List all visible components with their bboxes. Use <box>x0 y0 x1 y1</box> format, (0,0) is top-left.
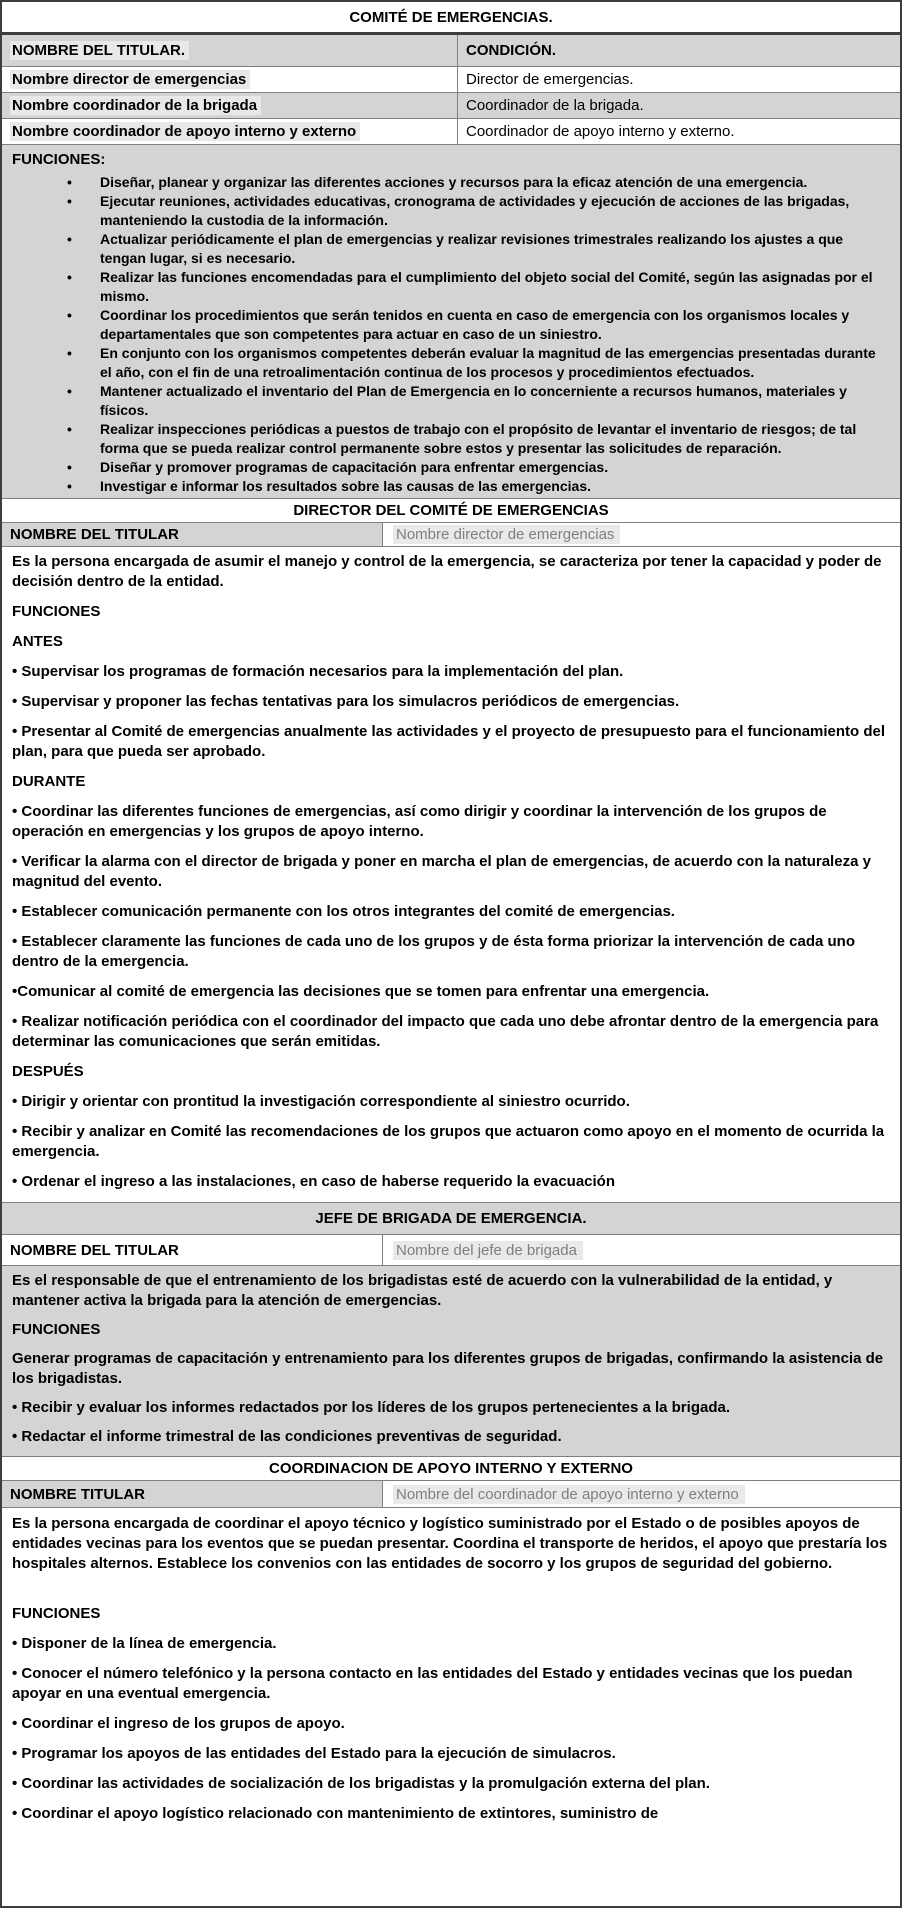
section-header-director: DIRECTOR DEL COMITÉ DE EMERGENCIAS <box>2 499 900 523</box>
list-item <box>67 344 888 382</box>
bullet-icon: • <box>67 478 72 494</box>
paragraph: • Coordinar el ingreso de los grupos de apoyo. <box>12 1715 345 1732</box>
paragraph: • Programar los apoyos de las entidades del Estado para la ejecución de simulacros. <box>12 1745 616 1762</box>
condicion-coordinador-apoyo: Coordinador de apoyo interno y externo. <box>466 123 735 140</box>
paragraph: • Redactar el informe trimestral de las condiciones preventivas de seguridad. <box>12 1428 562 1445</box>
bullet-icon: • <box>67 307 72 323</box>
paragraph: • Establecer claramente las funciones de cada uno de los grupos y de ésta forma priorizar la intervención de cada uno dentro de la emergencia. <box>12 933 856 970</box>
paragraph: Es la persona encargada de asumir el manejo y control de la emergencia, se caracteriza por tener la capacidad y poder de decisión dentro de la entidad. <box>12 553 882 590</box>
bullet-icon: • <box>67 193 72 209</box>
list-item <box>67 306 888 344</box>
paragraph: Es el responsable de que el entrenamiento de los brigadistas esté de acuerdo con la vulnerabilidad de la entidad, y mantener activa la brigada para la atención de emergencias. <box>12 1272 833 1309</box>
paragraph: • Coordinar las actividades de socialización de los brigadistas y la promulgación externa del plan. <box>12 1775 710 1792</box>
section-header-jefe-brigada: JEFE DE BRIGADA DE EMERGENCIA. <box>2 1203 900 1235</box>
list-item-text: Realizar las funciones encomendadas para el cumplimiento del objeto social del Comité, según las asignadas por el mismo. <box>100 269 873 304</box>
bullet-icon: • <box>67 459 72 475</box>
titular-label: NOMBRE DEL TITULAR <box>2 1235 383 1265</box>
list-item <box>67 477 888 496</box>
table-header-row <box>2 35 900 67</box>
list-item <box>67 192 888 230</box>
bullet-icon: • <box>67 174 72 190</box>
list-item-text: Realizar inspecciones periódicas a puestos de trabajo con el propósito de levantar el inventario de riesgos; de tal forma que se pueda realizar control permanente sobre estos y presentar las solicitudes de reparación. <box>100 421 857 456</box>
antes-label: ANTES <box>12 633 63 650</box>
condicion-director: Director de emergencias. <box>466 71 634 88</box>
paragraph: • Coordinar el apoyo logístico relacionado con mantenimiento de extintores, suministro de <box>12 1805 659 1822</box>
paragraph: • Supervisar los programas de formación necesarios para la implementación del plan. <box>12 663 624 680</box>
jefe-titular-row <box>2 1235 900 1266</box>
durante-label: DURANTE <box>12 773 86 790</box>
bullet-icon: • <box>67 421 72 437</box>
list-item <box>67 420 888 458</box>
director-body <box>2 547 900 1203</box>
paragraph: •Comunicar al comité de emergencia las decisiones que se tomen para enfrentar una emergencia. <box>12 983 710 1000</box>
column-header-condicion: CONDICIÓN. <box>466 42 556 59</box>
field-nombre-coordinador-brigada[interactable]: Nombre coordinador de la brigada <box>10 96 261 115</box>
paragraph: Generar programas de capacitación y entrenamiento para los diferentes grupos de brigadas, confirmando la asistencia de los brigadistas. <box>12 1350 884 1387</box>
paragraph: • Coordinar las diferentes funciones de emergencias, así como dirigir y coordinar la intervención de los grupos de operación en emergencias y los grupos de apoyo interno. <box>12 803 827 840</box>
list-item-text: Diseñar y promover programas de capacitación para enfrentar emergencias. <box>100 459 609 475</box>
bullet-icon: • <box>67 383 72 399</box>
list-item-text: Actualizar periódicamente el plan de emergencias y realizar revisiones trimestrales realizando los ajustes a que tengan lugar, si es necesario. <box>100 231 844 266</box>
list-item-text: Diseñar, planear y organizar las diferentes acciones y recursos para la eficaz atención de una emergencia. <box>100 174 808 190</box>
column-header-nombre-titular: NOMBRE DEL TITULAR. <box>10 41 189 60</box>
comite-funciones-section <box>2 145 900 499</box>
input-nombre-jefe-brigada[interactable]: Nombre del jefe de brigada <box>393 1241 583 1260</box>
funciones-label: FUNCIONES: <box>12 151 106 168</box>
input-nombre-coordinador-apoyo[interactable]: Nombre del coordinador de apoyo interno y externo <box>393 1485 745 1504</box>
bullet-icon: • <box>67 231 72 247</box>
list-item-text: Investigar e informar los resultados sobre las causas de las emergencias. <box>100 478 591 494</box>
table-row <box>2 93 900 119</box>
list-item <box>67 173 888 192</box>
paragraph: • Dirigir y orientar con prontitud la investigación correspondiente al siniestro ocurrido. <box>12 1093 630 1110</box>
list-item <box>67 230 888 268</box>
field-nombre-director[interactable]: Nombre director de emergencias <box>10 70 250 89</box>
jefe-body <box>2 1266 900 1457</box>
director-titular-row <box>2 523 900 547</box>
paragraph: • Realizar notificación periódica con el coordinador del impacto que cada uno debe afrontar dentro de la emergencia para determinar las comunicaciones que serán emitidas. <box>12 1013 879 1050</box>
list-item <box>67 458 888 477</box>
despues-label: DESPUÉS <box>12 1063 84 1080</box>
paragraph: • Recibir y analizar en Comité las recomendaciones de los grupos que actuaron como apoyo en el momento de ocurrida la emergencia. <box>12 1123 885 1160</box>
list-item <box>67 382 888 420</box>
committee-table <box>2 35 900 145</box>
titular-label: NOMBRE TITULAR <box>2 1481 383 1507</box>
titular-label: NOMBRE DEL TITULAR <box>2 523 383 546</box>
list-item-text: Coordinar los procedimientos que serán tenidos en cuenta en caso de emergencia con los organismos locales y departamentales que son competentes para actuar en caso de un siniestro. <box>100 307 850 342</box>
bullet-icon: • <box>67 269 72 285</box>
paragraph: • Recibir y evaluar los informes redactados por los líderes de los grupos pertenecientes a la brigada. <box>12 1399 730 1416</box>
list-item-text: Ejecutar reuniones, actividades educativas, cronograma de actividades y ejecución de acciones de las brigadas, manteniendo la custodia de la información. <box>100 193 850 228</box>
paragraph: • Presentar al Comité de emergencias anualmente las actividades y el proyecto de presupuesto para el funcionamiento del plan, para que pueda ser aprobado. <box>12 723 886 760</box>
coordinacion-titular-row <box>2 1481 900 1508</box>
bullet-icon: • <box>67 345 72 361</box>
funciones-label: FUNCIONES <box>12 1605 101 1622</box>
list-item-text: Mantener actualizado el inventario del Plan de Emergencia en lo concerniente a recursos humanos, materiales y físicos. <box>100 383 847 418</box>
paragraph: • Ordenar el ingreso a las instalaciones, en caso de haberse requerido la evacuación <box>12 1173 615 1190</box>
paragraph: Es la persona encargada de coordinar el apoyo técnico y logístico suministrado por el Estado o de posibles apoyos de entidades vecinas para los eventos que se puedan presentar. Coordina el transporte de heridos, el apoyo que prestaría los hospitales alternos. Establece los convenios con las entidades de socorro y los grupos de seguridad del gobierno. <box>12 1515 888 1572</box>
document-title: COMITÉ DE EMERGENCIAS. <box>2 2 900 35</box>
paragraph: • Verificar la alarma con el director de brigada y poner en marcha el plan de emergencias, de acuerdo con la naturaleza y magnitud del evento. <box>12 853 871 890</box>
funciones-label: FUNCIONES <box>12 1321 101 1338</box>
list-item-text: En conjunto con los organismos competentes deberán evaluar la magnitud de las emergencias presentadas durante el año, con el fin de una retroalimentación continua de los procesos y procedimientos efectuados. <box>100 345 876 380</box>
section-header-coordinacion: COORDINACION DE APOYO INTERNO Y EXTERNO <box>2 1457 900 1481</box>
table-row <box>2 119 900 145</box>
condicion-coordinador-brigada: Coordinador de la brigada. <box>466 97 644 114</box>
input-nombre-director-emergencias[interactable]: Nombre director de emergencias <box>393 525 620 544</box>
paragraph: • Conocer el número telefónico y la persona contacto en las entidades del Estado y entidades vecinas que los puedan apoyar en una eventual emergencia. <box>12 1665 853 1702</box>
funciones-label: FUNCIONES <box>12 603 101 620</box>
field-nombre-coordinador-apoyo[interactable]: Nombre coordinador de apoyo interno y externo <box>10 122 360 141</box>
paragraph: • Disponer de la línea de emergencia. <box>12 1635 277 1652</box>
paragraph: • Establecer comunicación permanente con los otros integrantes del comité de emergencias. <box>12 903 675 920</box>
paragraph: • Supervisar y proponer las fechas tentativas para los simulacros periódicos de emergencias. <box>12 693 680 710</box>
list-item <box>67 268 888 306</box>
coordinacion-body <box>2 1508 900 1824</box>
table-row <box>2 67 900 93</box>
